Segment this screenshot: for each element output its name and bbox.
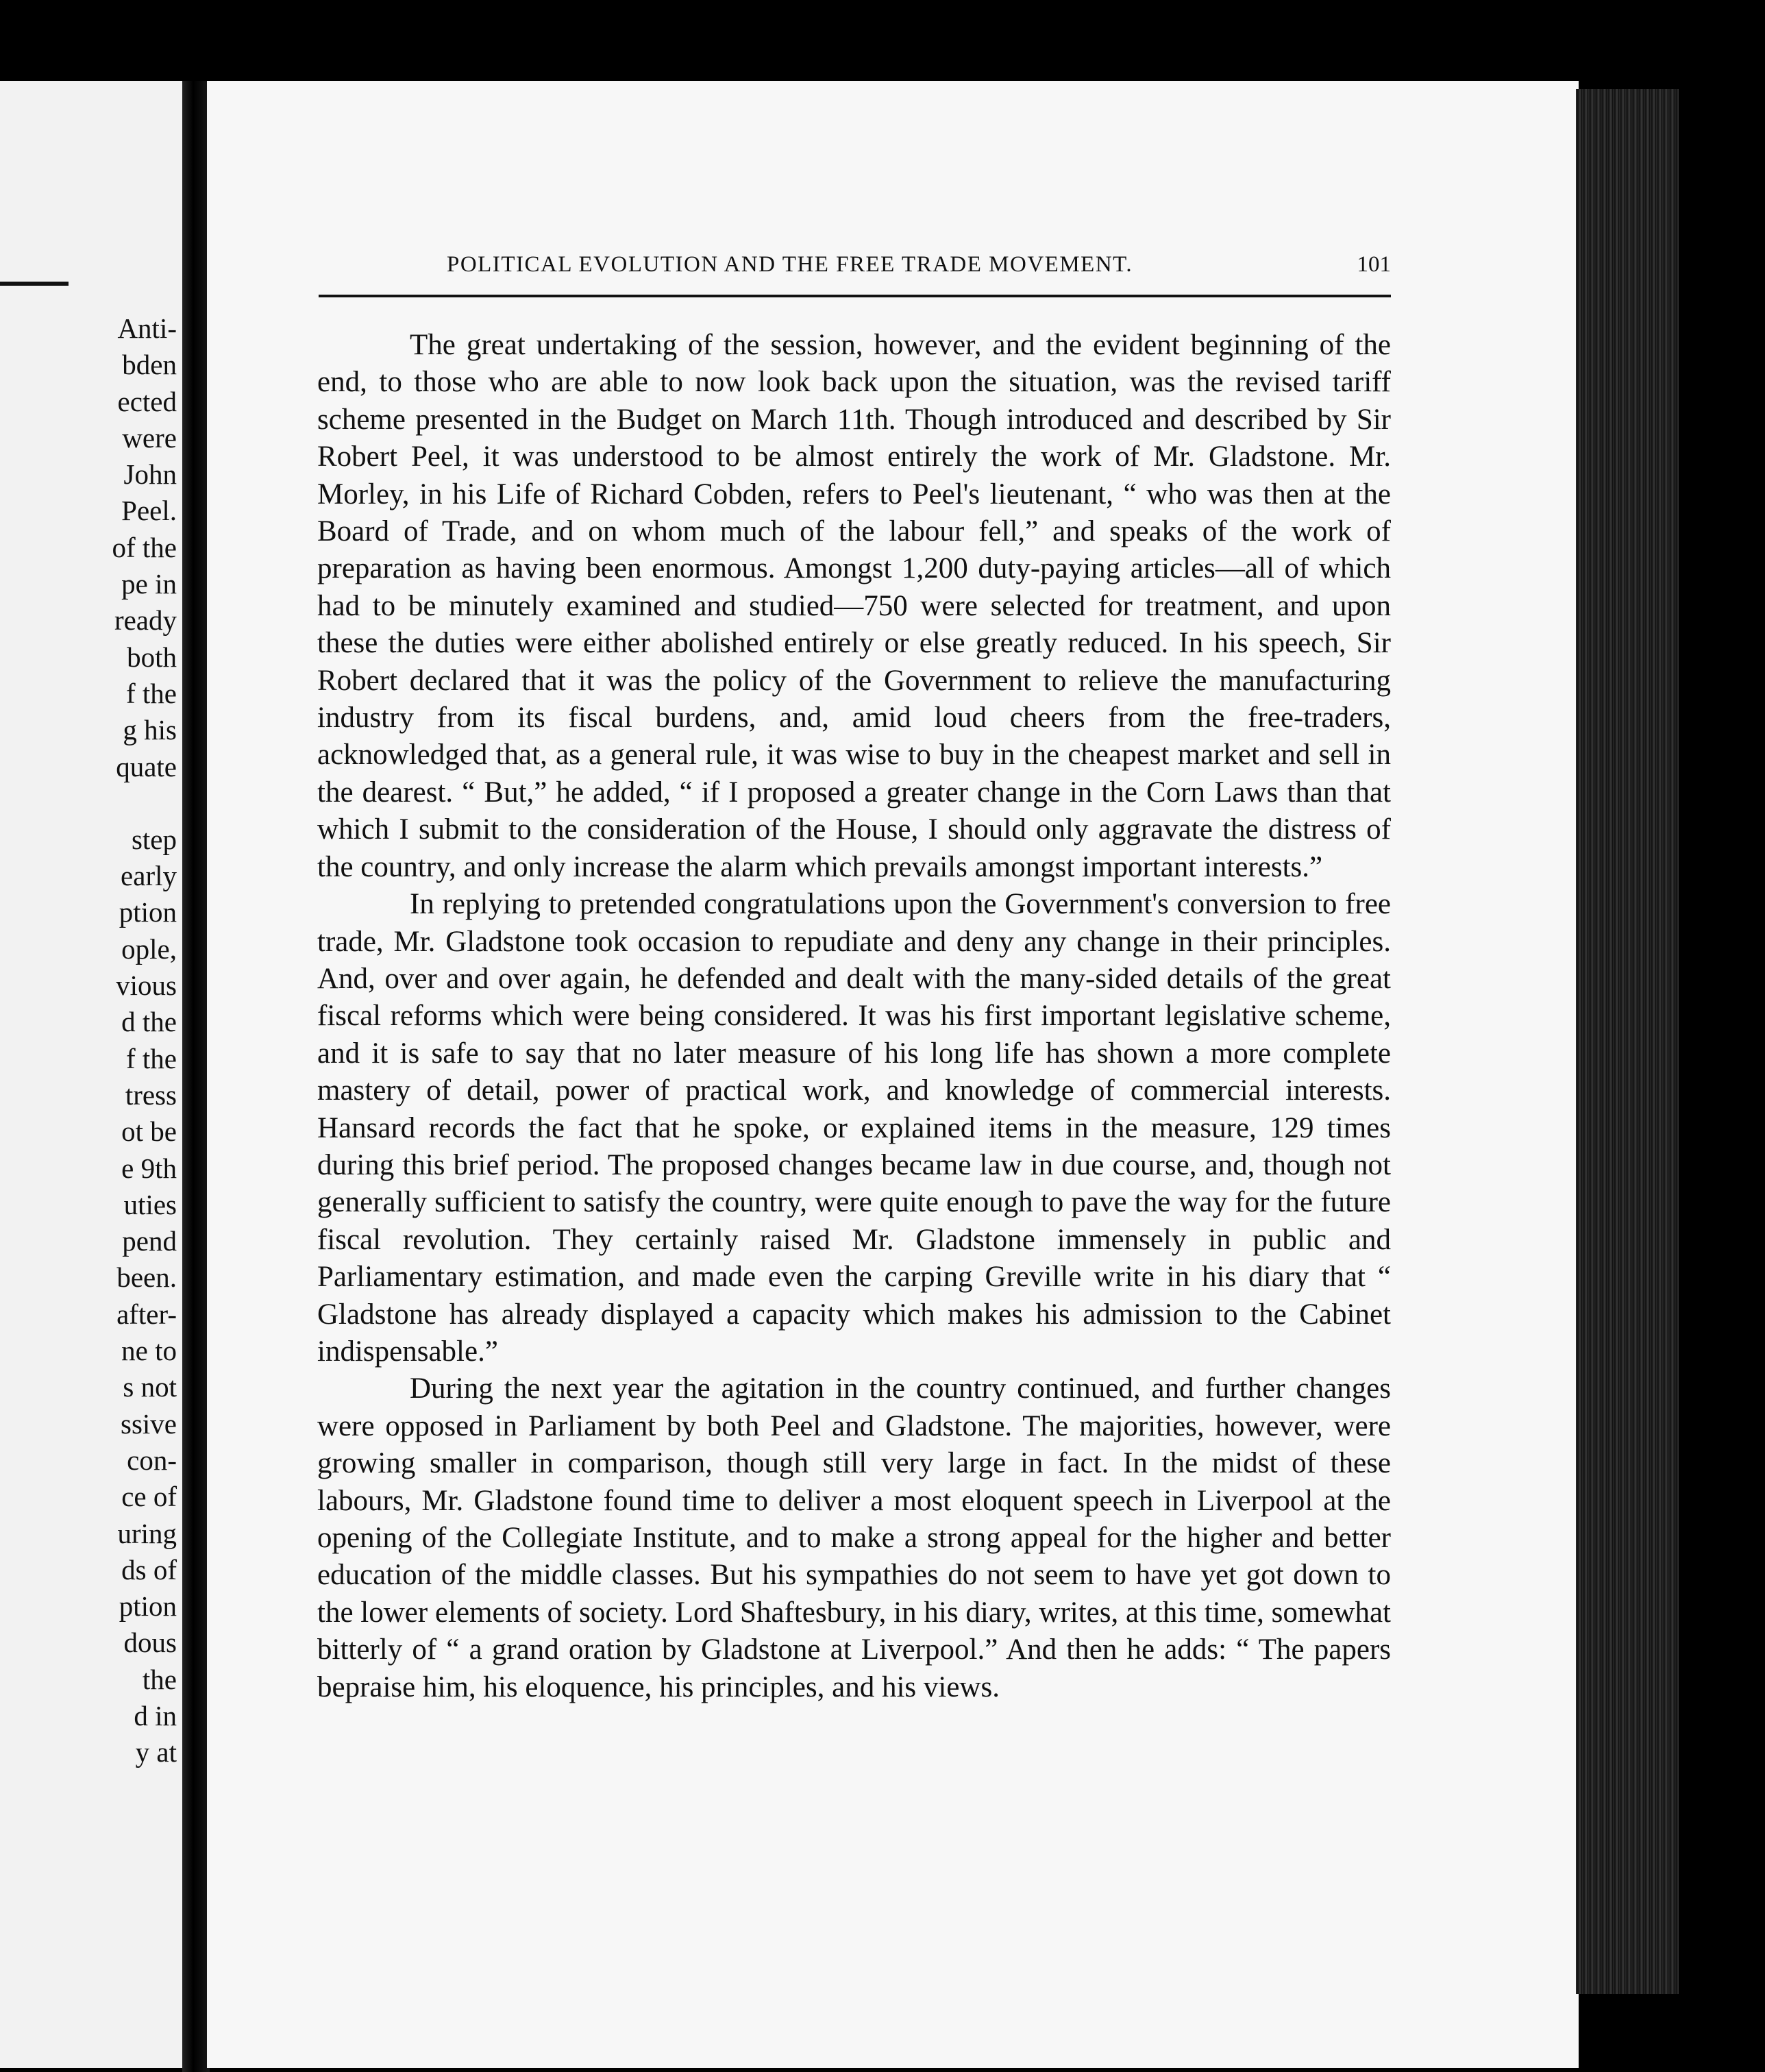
page-header [233,248,1391,289]
left-page-line: ected [117,385,177,417]
left-page-line: d the [121,1006,177,1038]
left-page-line: quate [116,750,177,782]
left-page-line: ption [119,1590,177,1623]
left-page-line: ssive [121,1407,177,1440]
left-page-line [0,785,177,822]
left-page-line: uring [117,1517,177,1549]
left-page-line: con- [127,1444,177,1476]
left-page-line: after- [116,1298,177,1330]
left-page-line: uties [123,1188,177,1220]
left-page-line: bden [122,349,177,381]
body-text [317,327,1391,1706]
left-page-line: ot be [121,1115,177,1148]
left-page-line: step [131,823,177,855]
left-page-line: early [121,860,177,892]
left-page-line: Peel. [121,495,177,527]
left-page-header-rule [0,282,69,286]
left-page-line: pe in [121,568,177,600]
left-page-line: d in [134,1699,177,1731]
left-page-line: ready [114,604,177,637]
paragraph: During the next year the agitation in the country continued, and further changes were opposed in Parliament by both Peel and Gladstone. The majorities, however, were growing smaller in comparison, though still very large in fact. In the midst of these labours, Mr. Gladstone found time to deliver a most eloquent speech in Liverpool at the opening of the Collegiate Institute, and to make a strong appeal for the higher and better education of the middle classes. But his sympathies do not seem to have yet got down to the lower elements of society. Lord Shaftesbury, in his diary, writes, at this time, somewhat bitterly of “ a grand oration by Gladstone at Liverpool.” And then he adds: “ The papers bepraise him, his eloquence, his principles, and his views. [317,1372,1391,1703]
book-gutter [182,81,210,2072]
left-page-line: s not [123,1371,177,1403]
left-page-line: dous [123,1627,177,1659]
paragraph: The great undertaking of the session, however, and the evident beginning of the end, to those who are able to now look back upon the situation, was the revised tariff scheme presented in the Budget on March 11th. Though introduced and described by Sir Robert Peel, it was understood to be almost entirely the work of Mr. Gladstone. Mr. Morley, in his Life of Richard Cobden, refers to Peel's lieutenant, “ who was then at the Board of Trade, and on whom much of the labour fell,” and speaks of the work of preparation as having been enormous. Amongst 1,200 duty-paying articles—all of which had to be minutely examined and studied—750 were selected for treatment, and upon these the duties were either abolished entirely or else greatly reduced. In his speech, Sir Robert declared that it was the policy of the Government to relieve the manufacturing industry from its fiscal burdens, and, amid loud cheers from the free-traders, acknowledged that, as a general rule, it was wise to buy in the cheapest market and sell in the dearest. “ But,” he added, “ if I proposed a greater change in the Corn Laws than that which I submit to the consideration of the House, I should only aggravate the distress of the country, and only increase the alarm which prevails amongst important interests.” [317,329,1391,883]
left-page-line: tress [125,1078,177,1111]
left-page-fragment [0,81,184,2068]
left-page-line: the [142,1663,177,1695]
left-page-line: ce of [121,1481,177,1513]
left-page-line: ne to [121,1335,177,1367]
left-page-line: been. [116,1261,177,1294]
left-page-line: Anti- [117,312,177,344]
left-page-line: both [127,641,177,673]
left-page-line: ds of [121,1553,177,1586]
left-page-line: y at [135,1736,177,1768]
left-page-text-column [0,310,177,1771]
left-page-line: ption [119,896,177,928]
left-page-line: f the [126,677,177,709]
running-title: POLITICAL EVOLUTION AND THE FREE TRADE MOVEMENT. [447,252,1133,277]
left-page-line: vious [116,970,177,1002]
page-number: 101 [1357,252,1391,277]
left-page-line: were [122,421,177,454]
left-page-line: John [123,458,177,491]
left-page-line: ople, [121,933,177,965]
scan-top-border [0,0,1765,81]
left-page-line: g his [123,714,177,746]
left-page-line: f the [126,1042,177,1074]
left-page-line: of the [112,531,177,563]
left-page-line: e 9th [121,1152,177,1184]
book-page-edges [1576,89,1679,1994]
left-page-line: pend [122,1225,177,1257]
header-rule [319,295,1391,297]
paragraph: In replying to pretended congratulations upon the Government's conversion to free trade, Mr. Gladstone took occasion to repudiate and deny any change in their principles. And, over and over again, he defended and dealt with the many-sided details of the great fiscal reforms which were being considered. It was his first important legislative scheme, and it is safe to say that no later measure of his long life has shown a more complete mastery of detail, power of practical work, and knowledge of commercial interests. Hansard records the fact that he spoke, or explained items in the measure, 129 times during this brief period. The proposed changes became law in due course, and, though not generally sufficient to satisfy the country, were quite enough to pave the way for the future fiscal revolution. They certainly raised Mr. Gladstone immensely in public and Parliamentary estimation, and made even the carping Greville write in his diary that “ Gladstone has already displayed a capacity which makes his admission to the Cabinet indispensable.” [317,888,1391,1368]
